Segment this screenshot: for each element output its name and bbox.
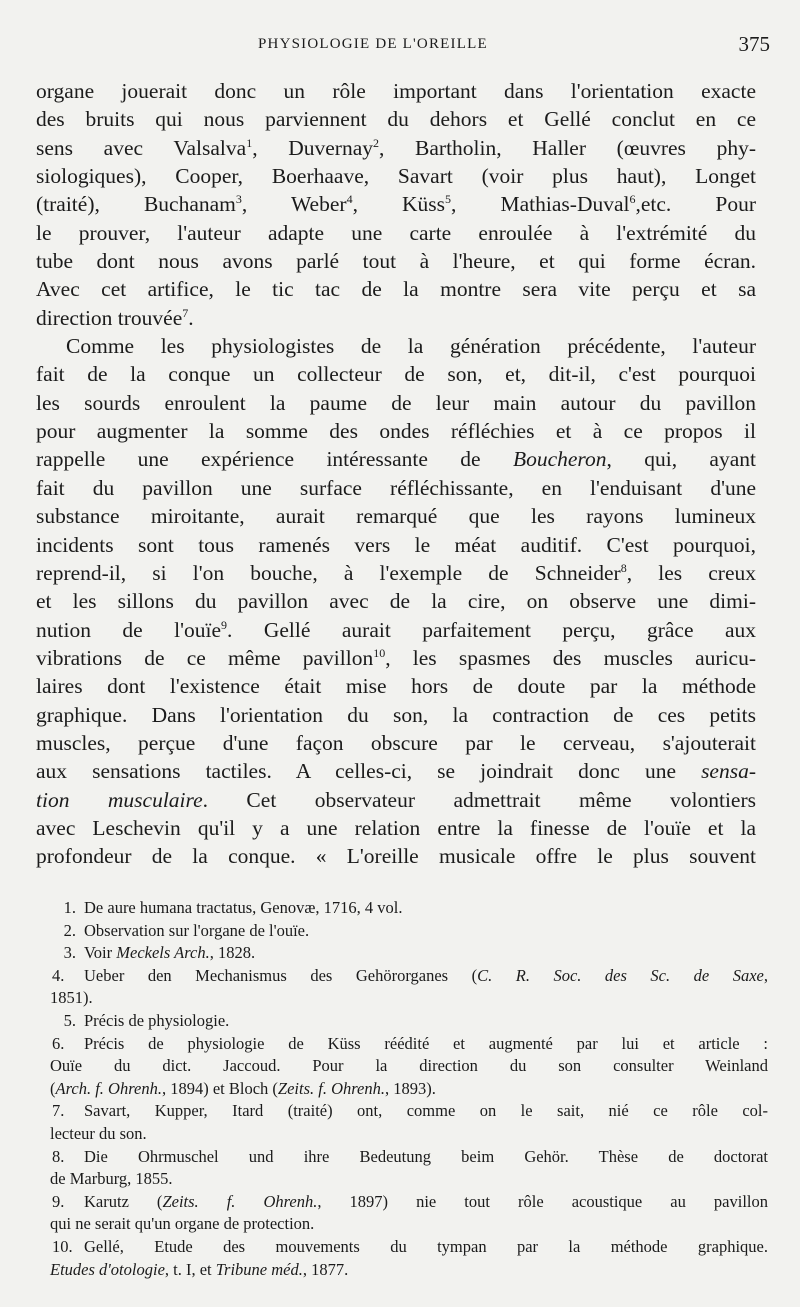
text-line: Avec cet artifice, le tic tac de la montre sera vite perçu et sa <box>36 277 756 302</box>
footnote-4-cont: 1851). <box>50 988 93 1008</box>
text-line: des bruits qui nous parviennent du dehors et Gellé conclut en ce <box>36 107 756 132</box>
page-number: 375 <box>738 32 770 56</box>
text-line: organe jouerait donc un rôle important dans l'orientation exacte <box>36 79 756 103</box>
page-header <box>36 32 770 62</box>
footnote-6: 6. Précis de physiologie de Küss réédité et augmenté par lui et article : <box>52 1033 768 1053</box>
text-line: substance miroitante, aurait remarqué que les rayons lumineux <box>36 504 756 529</box>
footnote-2: 2. Observation sur l'organe de l'ouïe. <box>63 920 310 940</box>
text-line: Comme les physiologistes de la génération précédente, l'auteur <box>66 334 756 359</box>
text-line: siologiques), Cooper, Boerhaave, Savart (voir plus haut), Longet <box>36 164 756 189</box>
footnote-ref: 3 <box>235 192 242 207</box>
text-line: graphique. Dans l'orientation du son, la contraction de ces petits <box>36 702 756 727</box>
text-line: aux sensations tactiles. A celles-ci, se joindrait donc une sensa- <box>36 759 756 784</box>
text-line: les sourds enroulent la paume de leur main autour du pavillon <box>36 390 756 415</box>
footnote-ref: 4 <box>346 192 353 207</box>
footnote-ref: 1 <box>246 135 253 150</box>
footnote-ref: 8 <box>620 560 627 575</box>
footnote-10: 10. Gellé, Etude des mouvements du tympan par la méthode graphique. <box>52 1236 768 1256</box>
footnote-7-cont: lecteur du son. <box>50 1123 147 1143</box>
text-line: incidents sont tous ramenés vers le méat auditif. C'est pourquoi, <box>36 532 756 557</box>
text-line: tion musculaire. Cet observateur admettrait même volontiers <box>36 787 756 812</box>
footnote-ref: 7 <box>182 305 189 320</box>
text-line: laires dont l'existence était mise hors de doute par la méthode <box>36 674 756 699</box>
text-line: sens avec Valsalva$^1$, Duvernay$^2$, Bartholin, Haller (œuvres phy- <box>36 135 756 160</box>
text-line: nution de l'ouïe$^9$. Gellé aurait parfaitement perçu, grâce aux <box>36 617 756 642</box>
text-line: rappelle une expérience intéressante de Boucheron, qui, ayant <box>36 447 756 472</box>
text-line: le prouver, l'auteur adapte une carte enroulée à l'extrémité du <box>36 220 756 245</box>
text-line: fait du pavillon une surface réfléchissante, en l'enduisant d'une <box>36 475 756 500</box>
text-line: (traité), Buchanam$^3$, Weber$^4$, Küss$^5$, Mathias-Duval$^6$,etc. Pour <box>36 192 757 217</box>
footnote-ref: 2 <box>373 135 379 150</box>
footnote-1: 1. De aure humana tractatus, Genovæ, 1716, 4 vol. <box>63 898 403 917</box>
running-title: PHYSIOLOGIE DE L'OREILLE <box>258 36 488 52</box>
footnote-10-cont: Etudes d'otologie, t. I, et Tribune méd., 1877. <box>50 1259 349 1279</box>
footnote-ref: 5 <box>445 192 452 207</box>
text-line: fait de la conque un collecteur de son, et, dit-il, c'est pourquoi <box>36 362 756 387</box>
footnotes <box>52 897 768 1281</box>
footnote-7: 7. Savart, Kupper, Itard (traité) ont, comme on le sait, nié ce rôle col- <box>52 1101 768 1121</box>
footnote-9-cont: qui ne serait qu'un organe de protection. <box>50 1214 315 1234</box>
text-line: muscles, perçue d'une façon obscure par le cerveau, s'ajouterait <box>36 730 756 755</box>
text-line: profondeur de la conque. « L'oreille musicale offre le plus souvent <box>36 844 756 869</box>
footnote-5: 5. Précis de physiologie. <box>63 1010 230 1030</box>
text-line: et les sillons du pavillon avec de la cire, on observe une dimi- <box>36 589 756 614</box>
footnote-4: 4. Ueber den Mechanismus des Gehörorganes (C. R. Soc. des Sc. de Saxe, <box>52 965 768 985</box>
footnote-ref: 6 <box>629 192 636 207</box>
text-line: avec Leschevin qu'il y a une relation entre la finesse de l'ouïe et la <box>36 815 756 840</box>
text-line: reprend-il, si l'on bouche, à l'exemple de Schneider$^8$, les creux <box>36 560 756 585</box>
footnote-6-cont: Ouïe du dict. Jaccoud. Pour la direction du son consulter Weinland <box>50 1056 768 1076</box>
footnote-9: 9. Karutz (Zeits. f. Ohrenh., 1897) nie tout rôle acoustique au pavillon <box>52 1191 768 1211</box>
footnote-3: 3. Voir Meckels Arch., 1828. <box>63 943 256 963</box>
footnote-8: 8. Die Ohrmuschel und ihre Bedeutung beim Gehör. Thèse de doctorat <box>52 1146 768 1166</box>
text-line: pour augmenter la somme des ondes réfléchies et à ce propos il <box>36 419 756 444</box>
text-line: tube dont nous avons parlé tout à l'heure, et qui forme écran. <box>36 249 756 274</box>
footnote-ref: 9 <box>221 617 228 632</box>
footnote-ref: 10 <box>373 645 386 660</box>
text-line: vibrations de ce même pavillon$^{10}$, les spasmes des muscles auricu- <box>36 645 756 670</box>
footnote-8-cont: de Marburg, 1855. <box>50 1169 173 1189</box>
footnote-6-cont: (Arch. f. Ohrenh., 1894) et Bloch (Zeits. f. Ohrenh., 1893). <box>50 1078 436 1098</box>
text-line: direction trouvée$^7$. <box>36 305 194 330</box>
body-text <box>36 77 756 871</box>
